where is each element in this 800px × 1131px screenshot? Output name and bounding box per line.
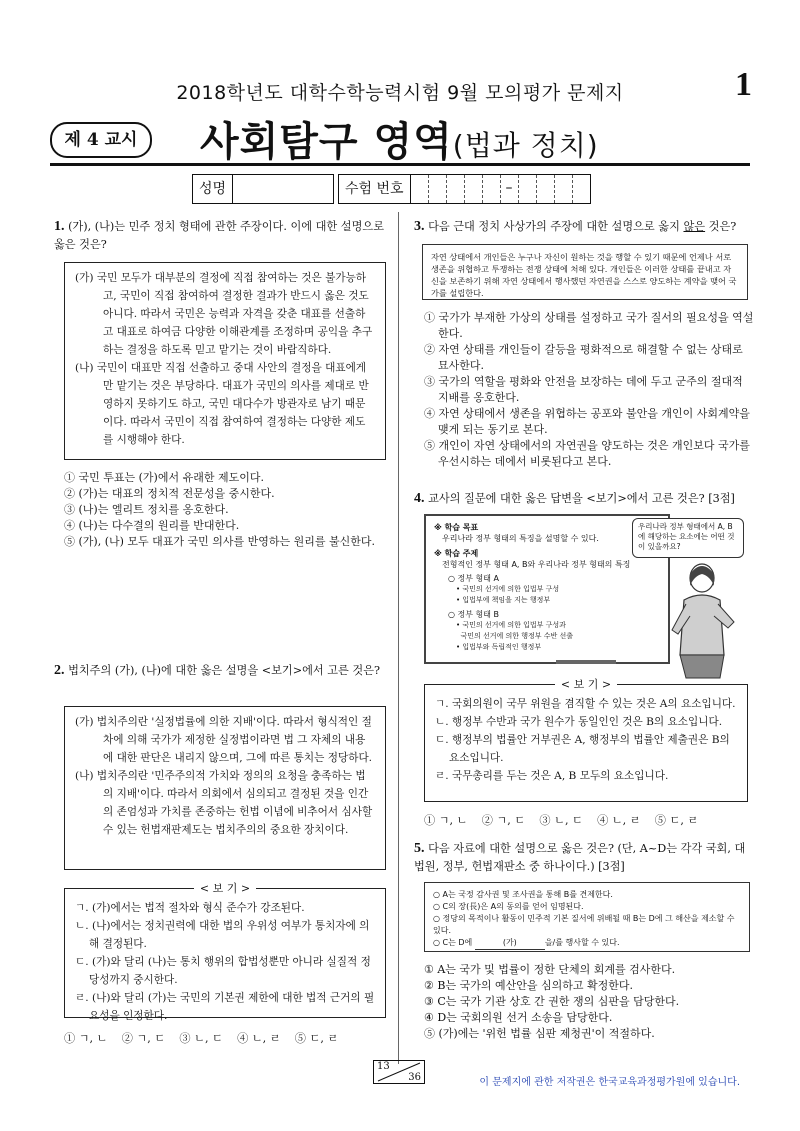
- q1-options: [64, 470, 394, 550]
- option[interactable]: ④ (나)는 다수결의 원리를 반대한다.: [64, 519, 240, 532]
- bogi-item: ㄹ. (나)와 달리 (가)는 국민의 기본권 제한에 대한 법적 근거의 필요성을 인정한다.: [75, 992, 375, 1022]
- exam-number-cell[interactable]: [537, 175, 555, 203]
- subject-sub: (법과 정치): [452, 129, 599, 162]
- bogi-title: < 보 기 >: [555, 678, 617, 691]
- subject-title: [200, 110, 599, 167]
- question-2: [54, 662, 388, 680]
- header-rule: [50, 163, 750, 166]
- q5-box-line: ○ A는 국정 감사권 및 조사권을 통해 B를 견제한다.: [433, 890, 613, 899]
- question-number: 4.: [414, 491, 425, 506]
- board-b-item: • 국민의 선거에 의한 입법부 구성과: [456, 621, 566, 629]
- option[interactable]: ⑤ (가)에는 '위헌 법률 심판 제청권'이 적절하다.: [424, 1027, 655, 1040]
- exam-title: 2018학년도 대학수학능력시험 9월 모의평가 문제지: [176, 82, 624, 104]
- bogi-item: ㄴ. 행정부 수반과 국가 원수가 동일인인 것은 B의 요소입니다.: [435, 716, 723, 728]
- question-number: 2.: [54, 663, 65, 678]
- option[interactable]: ② (가)는 대표의 정치적 전문성을 중시한다.: [64, 487, 275, 500]
- exam-number-cell[interactable]: [555, 175, 573, 203]
- option[interactable]: ② B는 국가의 예산안을 심의하고 확정한다.: [424, 979, 633, 992]
- question-stem-underline: 않은: [683, 220, 706, 233]
- exam-number-cell[interactable]: [447, 175, 465, 203]
- option[interactable]: ⑤ (가), (나) 모두 대표가 국민 의사를 반영하는 원리를 불신한다.: [64, 535, 376, 548]
- chalk-tray: [556, 660, 616, 664]
- exam-number-box: [338, 174, 591, 204]
- bogi-item: ㄴ. (나)에서는 정치권력에 대한 법의 우위성 여부가 통치자에 의해 결정된다.: [75, 920, 370, 950]
- question-stem: 다음 자료에 대한 설명으로 옳은 것은? (단, A~D는 각각 국회, 대법원, 정부, 헌법재판소 중 하나이다.) [3점]: [414, 842, 746, 873]
- exam-number-dash: –: [501, 175, 519, 203]
- question-3: [414, 218, 754, 236]
- question-stem: 법치주의 (가), (나)에 대한 옳은 설명을 <보기>에서 고른 것은?: [68, 664, 381, 677]
- question-stem: 교사의 질문에 대한 옳은 답변을 <보기>에서 고른 것은? [3점]: [428, 492, 735, 505]
- exam-number-cell[interactable]: [483, 175, 501, 203]
- board-goal-title: ※ 학습 목표: [434, 523, 479, 532]
- bogi-item: ㄹ. 국무총리를 두는 것은 A, B 모두의 요소입니다.: [435, 770, 669, 782]
- option[interactable]: ④ 자연 상태에서 생존을 위협하는 공포와 불안을 개인이 사회계약을 맺게 되는 동기로 본다.: [424, 407, 750, 436]
- option[interactable]: ③ 국가의 역할을 평화와 안전을 보장하는 데에 두고 군주의 절대적 지배를 옹호한다.: [424, 375, 743, 404]
- question-number: 3.: [414, 219, 425, 234]
- column-divider: [398, 212, 399, 1064]
- q5-passage-box: [424, 882, 750, 952]
- option[interactable]: ① 국가가 부재한 가상의 상태를 설정하고 국가 질서의 필요성을 역설한다.: [424, 311, 754, 340]
- exam-number-cell[interactable]: [411, 175, 429, 203]
- bogi-item: ㄱ. (가)에서는 법적 절차와 형식 준수가 강조된다.: [75, 902, 305, 914]
- q4-options[interactable]: ① ㄱ, ㄴ ② ㄱ, ㄷ ③ ㄴ, ㄷ ④ ㄴ, ㄹ ⑤ ㄷ, ㄹ: [424, 814, 699, 827]
- page-indicator: [373, 1060, 425, 1084]
- option[interactable]: ② 자연 상태를 개인들이 갈등을 평화적으로 해결할 수 없는 상태로 묘사한다.: [424, 343, 743, 372]
- exam-number-cell[interactable]: [465, 175, 483, 203]
- speech-bubble: 우리나라 정부 형태에서 A, B에 해당하는 요소에는 어떤 것이 있을까요?: [632, 518, 744, 558]
- subject-main: 사회탐구 영역: [200, 119, 453, 165]
- option[interactable]: ③ (나)는 엘리트 정치를 옹호한다.: [64, 503, 229, 516]
- q1-passage-ga: (가) 국민 모두가 대부분의 결정에 직접 참여하는 것은 불가능하고, 국민이 직접 참여하여 결정한 결과가 반드시 옳은 것도 아니다. 따라서 국민은 능력과 자격을 갖춘 대표를 선출하고 대표로 하여금 다양한 이해관계를 조정하며 공익을 추구하는 결정을 하도록 믿고 맡기는 것이 바람직하다.: [75, 272, 373, 356]
- name-label: 성명: [193, 175, 233, 203]
- q3-options: [424, 310, 754, 470]
- option[interactable]: ① 국민 투표는 (가)에서 유래한 제도이다.: [64, 471, 264, 484]
- question-4: [414, 490, 754, 508]
- session-badge: 제 4 교시: [50, 122, 152, 158]
- option[interactable]: ⑤ 개인이 자연 상태에서의 자연권을 양도하는 것은 개인보다 국가를 우선시하는 데에서 비롯된다고 본다.: [424, 439, 750, 468]
- page-number: 1: [735, 66, 752, 103]
- q2-bogi-box: [64, 882, 386, 1022]
- q5-box-tail: 을/를 행사할 수 있다.: [544, 938, 620, 947]
- option[interactable]: ④ D는 국회의원 선거 소송을 담당한다.: [424, 1011, 613, 1024]
- bogi-item: ㄱ. 국회의원이 국무 위원을 겸직할 수 있는 것은 A의 요소입니다.: [435, 698, 736, 710]
- name-field[interactable]: [233, 175, 333, 203]
- bogi-item: ㄷ. 행정부의 법률안 거부권은 A, 행정부의 법률안 제출권은 B의 요소입니다.: [435, 734, 730, 764]
- exam-number-label: 수험 번호: [339, 175, 411, 203]
- q5-box-line: ○ 정당의 목적이나 활동이 민주적 기본 질서에 위배될 때 B는 D에 그 해산을 제소할 수 있다.: [433, 914, 735, 935]
- name-box: [192, 174, 334, 204]
- question-stem-post: 것은?: [705, 220, 737, 233]
- question-number: 1.: [54, 219, 65, 234]
- q3-passage-box: 자연 상태에서 개인들은 누구나 자신이 원하는 것을 행할 수 있기 때문에 언제나 서로 생존을 위협하고 투쟁하는 전쟁 상태에 처해 있다. 개인들은 이러한 상태를 끝내고 자신을 보존하기 위해 자연 상태에서 행사했던 자연권을 스스로 양도하는 계약을 맺어 국가를 설립한다.: [422, 244, 748, 300]
- q2-passage-na: (나) 법치주의란 '민주주의적 가치와 정의의 요청을 충족하는 법의 지배'이다. 따라서 의회에서 심의되고 결정된 것을 인간의 존엄성과 가치를 존중하는 헌법 이념에 비추어서 심사할 수 있는 헌법재판제도는 법치주의의 중요한 장치이다.: [75, 770, 373, 836]
- q5-options: [424, 962, 754, 1042]
- q1-passage-na: (나) 국민이 대표만 직접 선출하고 중대 사안의 결정을 대표에게만 맡기는 것은 부당하다. 대표가 국민의 의사를 제대로 반영하지 못하기도 하고, 국민 대다수가 방관자로 남기 때문이다. 따라서 국민이 직접 참여하여 결정하는 다양한 제도를 시행해야 한다.: [75, 362, 369, 446]
- bogi-title: < 보 기 >: [194, 882, 256, 895]
- option[interactable]: ③ C는 국가 기관 상호 간 권한 쟁의 심판을 담당한다.: [424, 995, 680, 1008]
- exam-number-cell[interactable]: [519, 175, 537, 203]
- q1-passage-box: [64, 262, 386, 460]
- board-goal: 우리나라 정부 형태의 특징을 설명할 수 있다.: [442, 534, 599, 543]
- exam-number-cell[interactable]: [429, 175, 447, 203]
- board-b-title: ○ 정부 형태 B: [448, 610, 500, 619]
- page-current: 13: [377, 1061, 390, 1072]
- board-a-item: • 국민의 선거에 의한 입법부 구성: [456, 585, 560, 593]
- q5-box-line: ○ C의 장(長)은 A의 동의를 얻어 임명된다.: [433, 902, 584, 911]
- q4-bogi-box: [424, 678, 748, 802]
- q2-passage-box: [64, 706, 386, 870]
- teacher-illustration: [664, 560, 744, 680]
- q2-passage-ga: (가) 법치주의란 '실정법률에 의한 지배'이다. 따라서 형식적인 절차에 의해 국가가 제정한 실정법이라면 법 그 자체의 내용에 대한 판단은 내리지 않으며, 그에 따른 통치는 정당하다.: [75, 716, 373, 764]
- board-b-item: 국민의 선거에 의한 행정부 수반 선출: [456, 632, 574, 640]
- question-stem: (가), (나)는 민주 정치 형태에 관한 주장이다. 이에 대한 설명으로 옳은 것은?: [54, 220, 385, 251]
- board-a-title: ○ 정부 형태 A: [448, 574, 499, 583]
- copyright-note: 이 문제지에 관한 저작권은 한국교육과정평가원에 있습니다.: [479, 1077, 740, 1088]
- q2-options[interactable]: ① ㄱ, ㄴ ② ㄱ, ㄷ ③ ㄴ, ㄷ ④ ㄴ, ㄹ ⑤ ㄷ, ㄹ: [64, 1032, 339, 1045]
- question-5: [414, 840, 754, 876]
- board-a-item: • 입법부에 책임을 지는 행정부: [456, 596, 551, 604]
- bogi-item: ㄷ. (가)와 달리 (나)는 통치 행위의 합법성뿐만 아니라 실질적 정당성까지 중시한다.: [75, 956, 371, 986]
- question-stem-pre: 다음 근대 정치 사상가의 주장에 대한 설명으로 옳지: [428, 220, 684, 233]
- question-1: [54, 218, 388, 254]
- exam-number-cell[interactable]: [573, 175, 590, 203]
- board-theme-title: ※ 학습 주제: [434, 549, 479, 558]
- board-theme: 전형적인 정부 형태 A, B와 우리나라 정부 형태의 특징: [442, 560, 631, 569]
- board-b-item: • 입법부와 독립적인 행정부: [456, 643, 542, 651]
- q5-box-line: ○ C는 D에: [433, 938, 473, 947]
- q5-blank: (가): [475, 937, 545, 950]
- page-total: 36: [408, 1072, 421, 1083]
- option[interactable]: ① A는 국가 및 법률이 정한 단체의 회계를 검사한다.: [424, 963, 676, 976]
- question-number: 5.: [414, 841, 425, 856]
